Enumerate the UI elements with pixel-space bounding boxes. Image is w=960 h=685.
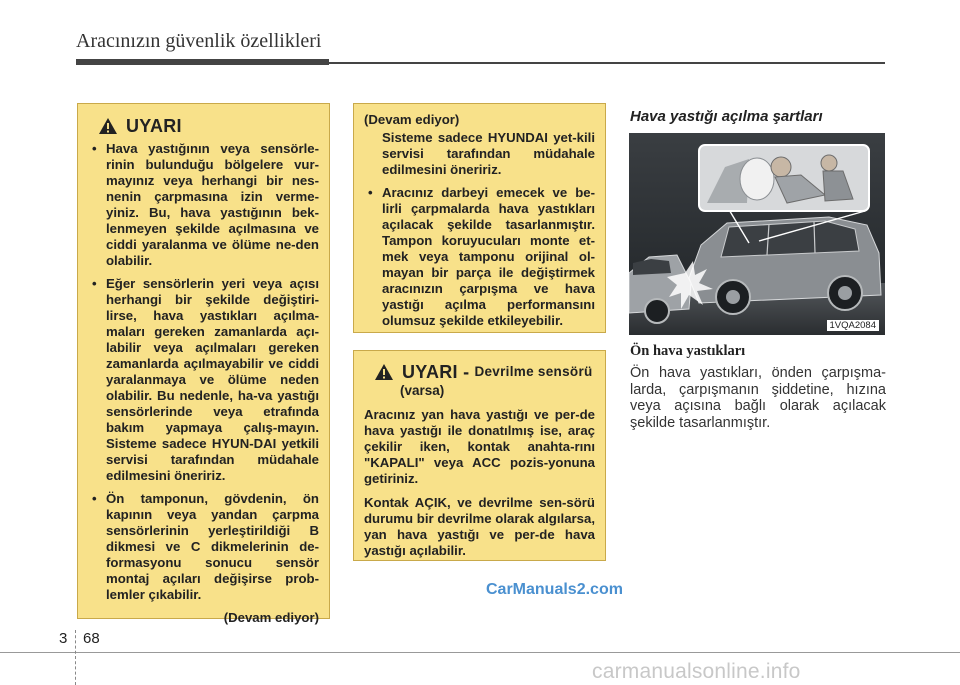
warning-title-row: [374, 363, 595, 381]
image-code-label: 1VQA2084: [827, 320, 879, 331]
header-rule-thin: [329, 62, 885, 64]
continued-header: (Devam ediyor): [364, 112, 460, 127]
section-body-text: Ön hava yastıkları, önden çarpışma-larda, çarpışmanın şiddetine, hızına veya açısına bağlı olarak açılacak şekilde tasarlanmıştır.: [630, 365, 886, 431]
warning-bullet: • Aracınız darbeyi emecek ve be-lirli çarpmalarda hava yastıkları açılacak şekilde tasarlanmıştır. Tampon koruyucuları monte et-mek veya tamponu orijinal ol-mayan bir parça ile değiştirmek aracınızın çarpışma ve hava yastığı açılma performansını olumsuz şekilde etkileyebilir.: [364, 185, 595, 329]
warning-title-suffix: Devrilme sensörü: [474, 364, 593, 379]
warning-subtitle: (varsa): [400, 383, 445, 398]
warning-bullet-list: [364, 185, 595, 329]
warning-bullet: • Eğer sensörlerin yeri veya açısı herhangi bir şekilde değiştiri-lirse, hava yastıkları açılma-maları gereken zamanlarda açı-labilir veya açılmaları gereken zamanlarda açılmayabilir ve ciddi yaralanmaya ve ölüme neden olabilir. Bu nedenle, ha-va yastığı sensörlerinde veya etrafında bakım yapmaya çalış-mayın. Sisteme sadece HYUN-DAI yetkili servisi tarafından müdahale edilmesini öneririz.: [88, 276, 319, 484]
warning-triangle-icon: [374, 363, 394, 381]
warning-bullet: • Hava yastığının veya sensörle-rinin bulunduğu bölgelere vur-mayınız veya herhangi bir nes-nenin çarpmasına izin verme-yiniz. Bu, hava yastığının bek-lenmeyen şekilde açılmasına ve ciddi yaralanma ve ölüme ne-den olabilir.: [88, 141, 319, 269]
page-number: 68: [83, 630, 100, 647]
chapter-number: 3: [59, 630, 68, 647]
header-rule-thick: [76, 59, 329, 65]
occupant-head: [771, 157, 791, 177]
collision-illustration-svg: [629, 133, 885, 335]
warning-bullet-list: [88, 141, 319, 603]
footer-watermark[interactable]: carmanualsonline.info: [592, 660, 801, 683]
warning-paragraph: Kontak AÇIK, ve devrilme sen-sörü durumu bir devrilme olarak algılarsa, yan hava yastığı ve per-de hava yastığı açılabilir.: [364, 495, 595, 558]
warning-title-row: [98, 117, 319, 135]
page-header-title: Aracınızın güvenlik özellikleri: [76, 30, 322, 52]
warning-box-continued: [353, 103, 606, 333]
deployed-airbag: [740, 158, 774, 200]
warning-title: UYARI: [126, 116, 182, 136]
warning-triangle-icon: [98, 117, 118, 135]
footer-divider: [75, 630, 77, 685]
section-title: Hava yastığı açılma şartları: [630, 108, 823, 125]
continued-label: (Devam ediyor): [223, 610, 319, 625]
front-collision-illustration: [629, 133, 885, 335]
continuation-text: Sisteme sadece HYUNDAI yet-kili servisi tarafından müdahale edilmesini öneririz.: [382, 130, 595, 177]
warning-paragraph: Aracınız yan hava yastığı ve per-de hava yastığı ile donatılmış ise, araç çekilir iken, kontak anahta-rını "KAPALI" veya ACC pozis-yonuna getiriniz.: [364, 407, 595, 486]
watermark-carmanuals[interactable]: CarManuals2.com: [486, 581, 623, 598]
warning-title: UYARI -: [402, 362, 470, 382]
footer-rule: [0, 652, 960, 653]
subsection-title: Ön hava yastıkları: [630, 343, 746, 359]
warning-bullet: • Ön tamponun, gövdenin, ön kapının veya yandan çarpma sensörlerinin yerleştirildiği B dikmesi ve C dikmelerinin de-formasyonu sonucu sensör montaj açıları değişirse prob-lemler çıkabilir.: [88, 491, 319, 603]
warning-box-rollover-sensor: [353, 350, 606, 561]
warning-box-airbag-sensors: [77, 103, 330, 625]
